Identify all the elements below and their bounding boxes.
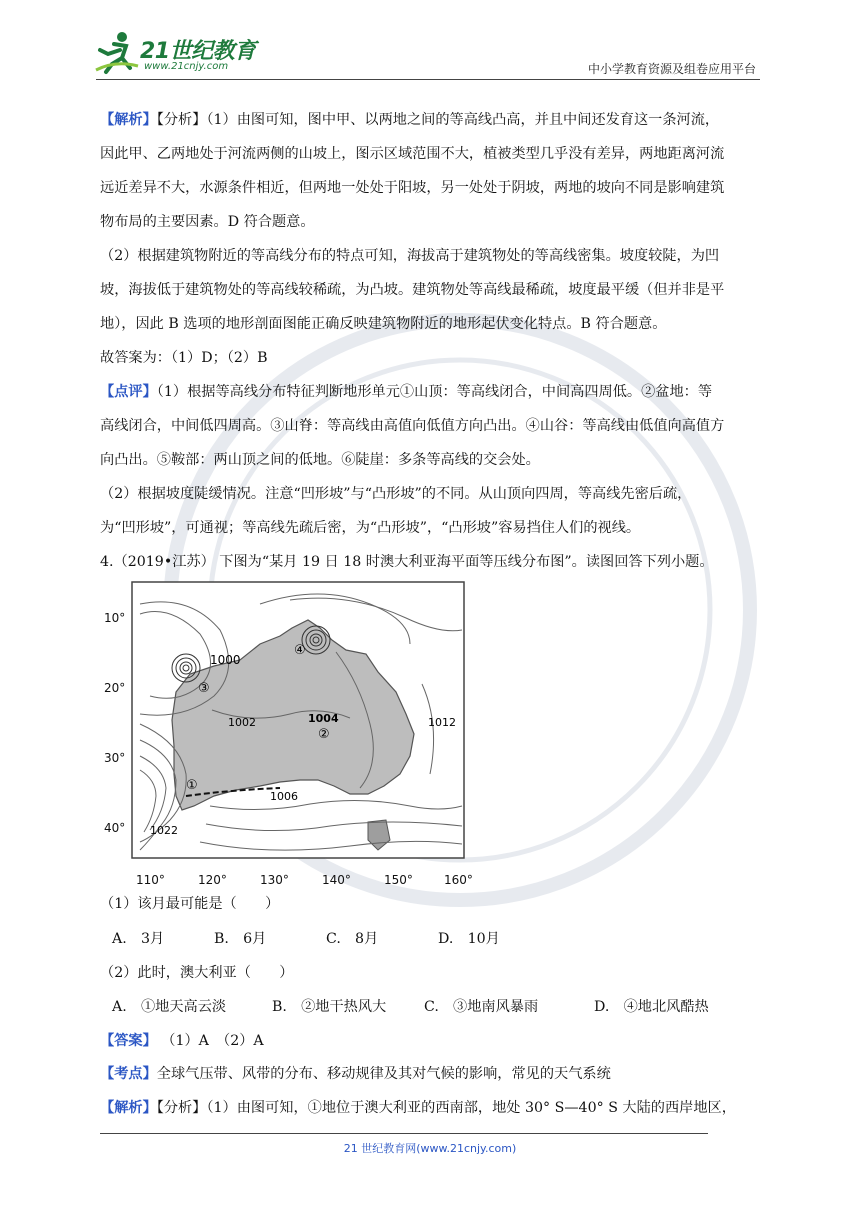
comment-tag: 【点评】 [100,384,157,400]
footer-link[interactable]: 21 世纪教育网(www.21cnjy.com) [343,1142,517,1155]
jiexi-row [100,1097,736,1117]
q1-option-b: B. 6月 [214,931,267,947]
answer-tag: 【答案】 [100,1033,157,1049]
longitude-label: 120° [198,873,227,887]
latitude-label: 30° [104,751,126,765]
point-4-label: ④ [294,643,306,658]
point-2-label: ② [318,727,330,742]
comment-line: （1）根据等高线分布特征判断地形单元①山顶：等高线闭合，中间高四周低。②盆地：等 [156,384,713,400]
longitude-label: 160° [444,873,473,887]
comment-line: 为“凹形坡”，可通视；等高线先疏后密，为“凸形坡”，“凸形坡”容易挡住人们的视线。 [100,520,641,536]
q2-option-c: C. ③地南风暴雨 [424,999,539,1015]
site-logo[interactable] [92,30,272,78]
analysis-line: 坡，海拔低于建筑物处的等高线较稀疏，为凸坡。建筑物处等高线最稀疏，坡度最平缓（但并非是平 [100,282,725,298]
analysis-line: （2）根据建筑物附近的等高线分布的特点可知，海拔高于建筑物处的等高线密集。坡度较陡，为凹 [100,248,720,264]
analysis-line: 物布局的主要因素。D 符合题意。 [100,214,315,230]
longitude-label: 130° [260,873,289,887]
analysis-line: 因此甲、乙两地处于河流两侧的山坡上，图示区域范围不大，植被类型几乎没有差异，两地距离河流 [100,146,725,162]
latitude-label: 40° [104,821,126,835]
isobar-label: 1002 [228,716,256,729]
q2-option-d: D. ④地北风酷热 [594,999,709,1015]
comment-line: 向凸出。⑤鞍部：两山顶之间的低地。⑥陡崖：多条等高线的交会处。 [100,452,540,468]
longitude-label: 110° [136,873,165,887]
q1-option-d: D. 10月 [438,931,500,947]
comment-line: （2）根据坡度陡缓情况。注意“凹形坡”与“凸形坡”的不同。从山顶向四周，等高线先密后疏， [100,486,692,502]
isobar-label: 1012 [428,716,456,729]
answer-text: （1）A （2）A [161,1033,264,1049]
kaodian-tag: 【考点】 [100,1066,157,1082]
isobar-map [104,574,490,894]
analysis-tag: 【解析】 [100,112,157,128]
point-1-label: ① [186,778,198,793]
question-4-stem: 4.（2019•江苏） 下图为“某月 19 日 18 时澳大利亚海平面等压线分布图”。读图回答下列小题。 [100,554,714,570]
question-2: （2）此时，澳大利亚（ ） [100,965,294,981]
analysis-line: 【分析】（1）由图可知，图中甲、以两地之间的等高线凸高，并且中间还发育这一条河流， [156,112,720,128]
solution-text [100,103,776,579]
isobar-label: 1004 [308,712,339,725]
platform-name: 中小学教育资源及组卷应用平台 [587,62,756,76]
q2-option-b: B. ②地干热风大 [272,999,387,1015]
isobar-label: 1000 [210,653,241,667]
q1-option-c: C. 8月 [326,931,379,947]
analysis-line: 地），因此 B 选项的地形剖面图能正确反映建筑物附近的地形起伏变化特点。B 符合题意。 [100,316,667,332]
answer-line: 故答案为：（1）D；（2）B [100,350,268,366]
jiexi-text: 【分析】（1）由图可知，①地位于澳大利亚的西南部，地处 30° S—40° S 大陆的西岸地区， [156,1100,736,1116]
jiexi-tag: 【解析】 [100,1100,157,1116]
q1-option-a: A. 3月 [112,931,165,947]
logo-text: 21世纪教育 [140,39,256,64]
q2-option-a: A. ①地天高云淡 [112,999,227,1015]
header-divider [96,79,760,80]
comment-line: 高线闭合，中间低四周高。③山脊：等高线由高值向低值方向凸出。④山谷：等高线由低值向高值方 [100,418,725,434]
runner-logo-icon [92,30,140,76]
answer-row [100,1030,264,1050]
latitude-label: 20° [104,681,126,695]
point-3-label: ③ [198,681,210,696]
longitude-label: 150° [384,873,413,887]
longitude-label: 140° [322,873,351,887]
kaodian-text: 全球气压带、风带的分布、移动规律及其对气候的影响，常见的天气系统 [156,1066,611,1082]
isobar-label: 1006 [270,790,298,803]
kaodian-row [100,1063,611,1083]
latitude-label: 10° [104,611,126,625]
isobar-label: 1022 [150,824,178,837]
logo-url: www.21cnjy.com [144,61,229,72]
question-1: （1）该月最可能是（ ） [100,896,280,912]
footer-divider [100,1133,708,1134]
analysis-line: 远近差异不大，水源条件相近，但两地一处处于阳坡，另一处处于阴坡，两地的坡向不同是影响建筑 [100,180,725,196]
